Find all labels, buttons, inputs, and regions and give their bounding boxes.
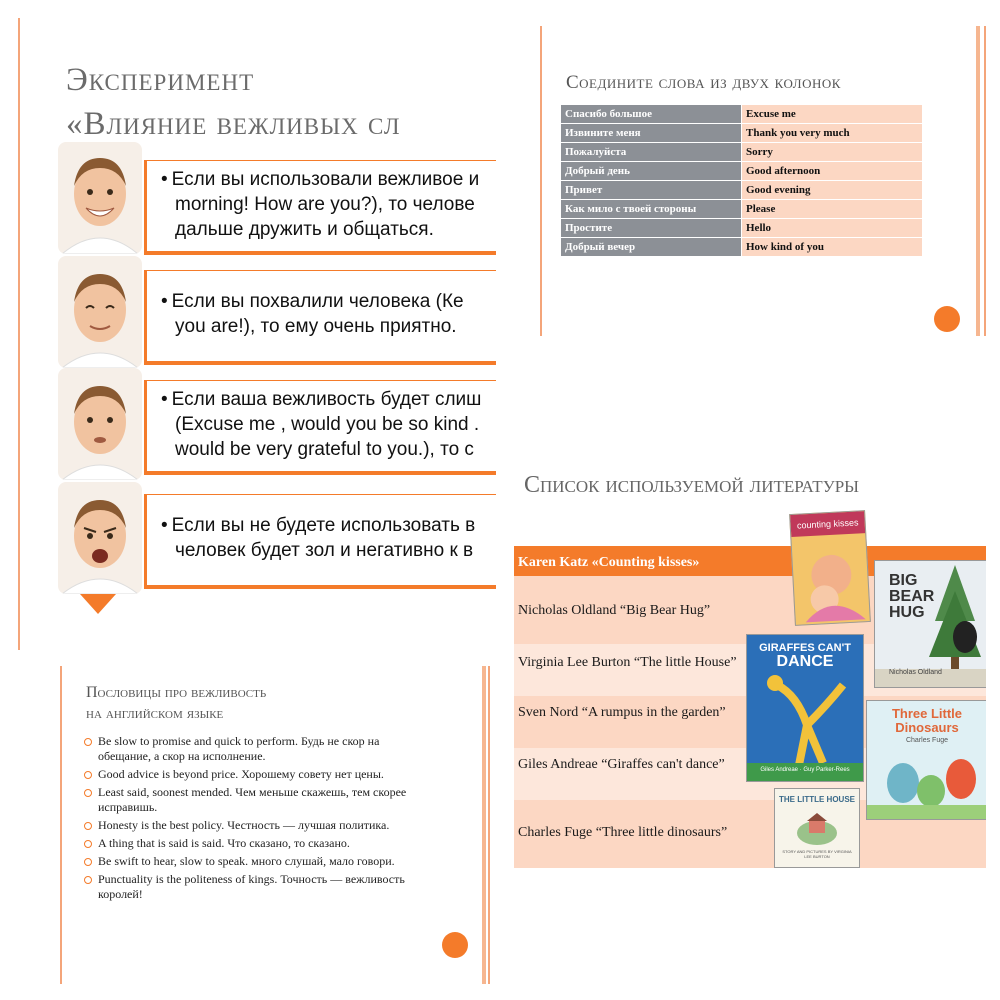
slide2-title: Соедините слова из двух колонок <box>566 72 841 93</box>
slide-match-words <box>540 26 986 336</box>
match-row <box>561 219 923 238</box>
book-item-rumpus: Sven Nord “A rumpus in the garden” <box>518 705 726 720</box>
slide-dot-icon <box>934 306 960 332</box>
match-row <box>561 105 923 124</box>
counting-kisses-cover: counting kisses <box>789 510 871 626</box>
russian-phrase-cell: Добрый вечер <box>561 238 742 257</box>
big-bear-hug-cover: BIG BEAR HUG Nicholas Oldland <box>874 560 986 688</box>
book-item-big-bear-hug: Nicholas Oldland “Big Bear Hug” <box>518 603 711 618</box>
boy-pleased-photo <box>58 256 142 368</box>
english-phrase-cell: Please <box>742 200 923 219</box>
proverb-item: Be swift to hear, slow to speak. много слушай, мало говори. <box>80 854 420 869</box>
match-row <box>561 162 923 181</box>
little-house-cover: THE LITTLE HOUSE STORY AND PICTURES BY VIRGINIA LEE BURTON <box>774 788 860 868</box>
proverb-item: Least said, soonest mended. Чем меньше скажешь, тем скорее исправишь. <box>80 785 420 815</box>
english-phrase-cell: Good evening <box>742 181 923 200</box>
boy-doubtful-photo <box>58 368 142 480</box>
slide4-title: Список используемой литературы <box>524 472 860 498</box>
slide3-title: Пословицы про вежливость на английском языке <box>86 684 267 722</box>
three-little-dinosaurs-cover: Three Little Dinosaurs Charles Fuge <box>866 700 986 820</box>
slide-border-left <box>540 26 542 336</box>
russian-phrase-cell: Добрый день <box>561 162 742 181</box>
proverbs-list <box>80 734 420 905</box>
boy-angry-photo <box>58 482 142 594</box>
slide-border-left <box>18 18 20 650</box>
book-item-dinosaurs: Charles Fuge “Three little dinosaurs” <box>518 825 728 840</box>
slide-border-left <box>60 666 62 984</box>
match-words-table <box>560 104 923 257</box>
russian-phrase-cell: Как мило с твоей стороны <box>561 200 742 219</box>
experiment-row-1-text: • Если вы использовали вежливое и morning! How are you?), то челове дальше дружить и общаться. <box>161 169 480 240</box>
russian-phrase-cell: Спасибо большое <box>561 105 742 124</box>
proverb-item: Good advice is beyond price. Хорошему совету нет цены. <box>80 767 420 782</box>
proverb-item: Be slow to promise and quick to perform. Будь не скор на обещание, а скор на исполнение. <box>80 734 420 764</box>
slide-border-right <box>976 26 980 336</box>
experiment-row-2 <box>144 270 496 365</box>
russian-phrase-cell: Простите <box>561 219 742 238</box>
match-row <box>561 200 923 219</box>
book-item-counting-kisses: Karen Katz «Counting kisses» <box>518 555 700 570</box>
match-row <box>561 238 923 257</box>
english-phrase-cell: Sorry <box>742 143 923 162</box>
russian-phrase-cell: Пожалуйста <box>561 143 742 162</box>
boy-smiling-photo <box>58 142 142 254</box>
proverb-item: A thing that is said is said. Что сказано, то сказано. <box>80 836 420 851</box>
english-phrase-cell: Hello <box>742 219 923 238</box>
match-row <box>561 143 923 162</box>
experiment-row-4 <box>144 494 496 589</box>
english-phrase-cell: Good afternoon <box>742 162 923 181</box>
slide1-title: Эксперимент «Влияние вежливых сл <box>66 62 401 142</box>
experiment-row-4-text: • Если вы не будете использовать в человек будет зол и негативно к в <box>161 515 476 561</box>
experiment-row-1 <box>144 160 496 255</box>
slide-dot-icon <box>442 932 468 958</box>
russian-phrase-cell: Извините меня <box>561 124 742 143</box>
book-item-giraffes: Giles Andreae “Giraffes can't dance” <box>518 757 725 772</box>
english-phrase-cell: Excuse me <box>742 105 923 124</box>
slide-border-right-thin <box>984 26 986 336</box>
giraffes-cant-dance-cover: GIRAFFES CAN'T DANCE Giles Andreae · Guy Parker-Rees <box>746 634 864 782</box>
slide-politeness-experiment <box>18 18 496 650</box>
english-phrase-cell: Thank you very much <box>742 124 923 143</box>
down-arrow-marker <box>80 594 116 614</box>
slide-proverbs <box>60 666 490 984</box>
proverb-item: Punctuality is the politeness of kings. Точность — вежливость королей! <box>80 872 420 902</box>
experiment-row-3 <box>144 380 496 475</box>
slide-border-right-thin <box>488 666 490 984</box>
experiment-row-3-text: • Если ваша вежливость будет слиш (Excuse me , would you be so kind . would be very grateful to you.), то с <box>161 389 482 460</box>
slide-border-right <box>482 666 486 984</box>
russian-phrase-cell: Привет <box>561 181 742 200</box>
slide-literature <box>512 468 986 872</box>
english-phrase-cell: How kind of you <box>742 238 923 257</box>
experiment-row-2-text: • Если вы похвалили человека (Ке you are!), то ему очень приятно. <box>161 291 464 337</box>
match-row <box>561 181 923 200</box>
proverb-item: Honesty is the best policy. Честность — лучшая политика. <box>80 818 420 833</box>
match-row <box>561 124 923 143</box>
book-item-little-house: Virginia Lee Burton “The little House” <box>518 655 737 670</box>
